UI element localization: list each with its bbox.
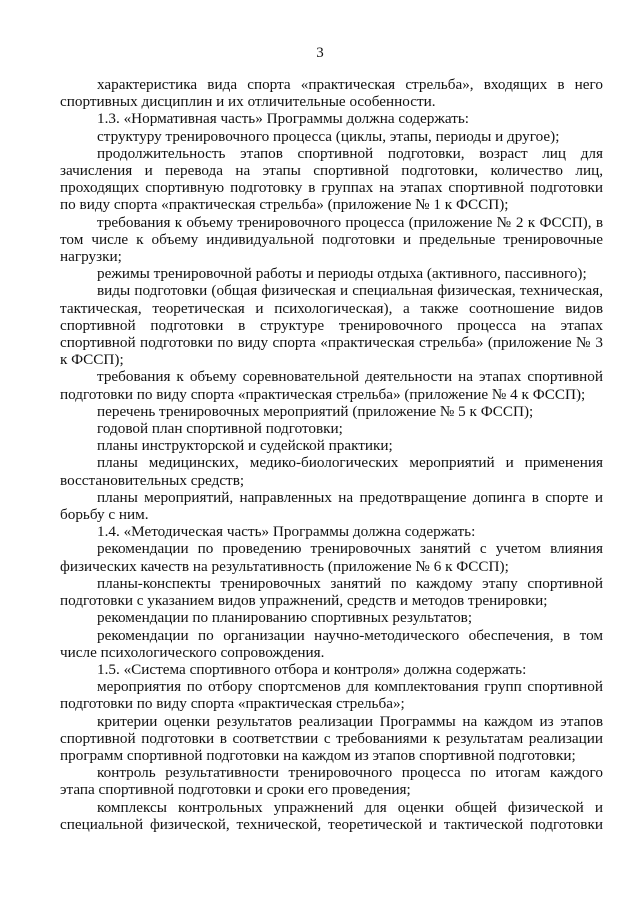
- paragraph-performance-control: контроль результативности тренировочного процесса по итогам каждого этапа спортивной подготовки и сроки его проведения;: [60, 764, 603, 799]
- paragraph-scientific-support: рекомендации по организации научно-методического обеспечения, в том числе психологического сопровождения.: [60, 626, 603, 661]
- paragraph-instructor-practice: планы инструкторской и судейской практики;: [97, 437, 393, 455]
- paragraph-session-recommendations: рекомендации по проведению тренировочных занятий с учетом влияния физических качеств на результативность (приложение № 6 к ФССП);: [60, 540, 603, 575]
- paragraph-training-events: перечень тренировочных мероприятий (приложение № 5 к ФССП);: [97, 402, 534, 420]
- paragraph-training-structure: структуру тренировочного процесса (циклы, этапы, периоды и другое);: [97, 127, 560, 145]
- paragraph-sport-characteristics: характеристика вида спорта «практическая стрельба», входящих в него спортивных дисциплин и их отличительные особенности.: [60, 76, 603, 111]
- paragraph-control-exercises: комплексы контрольных упражнений для оценки общей физической и специальной физической, технической, теоретической и тактической подготовки: [60, 798, 603, 833]
- paragraph-results-planning: рекомендации по планированию спортивных результатов;: [97, 609, 473, 627]
- paragraph-methodical-heading: 1.4. «Методическая часть» Программы должна содержать:: [97, 523, 476, 541]
- paragraph-antidoping-plans: планы мероприятий, направленных на предотвращение допинга в спорте и борьбу с ним.: [60, 488, 603, 524]
- paragraph-annual-plan: годовой план спортивной подготовки;: [97, 420, 343, 438]
- paragraph-evaluation-criteria: критерии оценки результатов реализации Программы на каждом из этапов спортивной подготовки в соответствии с требованиями к результатам реализации программ спортивной подготовки на каждом из этапов спортивной подготовки;: [60, 712, 603, 764]
- document-body: [60, 76, 603, 833]
- paragraph-selection-events: мероприятия по отбору спортсменов для комплектования групп спортивной подготовки по виду спорта «практическая стрельба»;: [60, 678, 603, 713]
- paragraph-competition-volume: требования к объему соревновательной деятельности на этапах спортивной подготовки по виду спорта «практическая стрельба» (приложение № 4 к ФССП);: [60, 368, 603, 403]
- paragraph-volume-requirements: требования к объему тренировочного процесса (приложение № 2 к ФССП), в том числе к объему индивидуальной подготовки и предельные тренировочные нагрузки;: [60, 213, 603, 266]
- paragraph-stage-duration: продолжительность этапов спортивной подготовки, возраст лиц для зачисления и перевода на этапы спортивной подготовки, количество лиц, проходящих спортивную подготовку в группах на этапах спортивной подготовки по виду спорта «практическая стрельба» (приложение № 1 к ФССП);: [60, 144, 603, 214]
- paragraph-medical-plans: планы медицинских, медико-биологических мероприятий и применения восстановительных средств;: [60, 454, 603, 489]
- paragraph-normative-heading: 1.3. «Нормативная часть» Программы должна содержать:: [97, 110, 469, 128]
- paragraph-work-rest-modes: режимы тренировочной работы и периоды отдыха (активного, пассивного);: [97, 265, 587, 283]
- paragraph-training-types: виды подготовки (общая физическая и специальная физическая, техническая, тактическая, теоретическая и психологическая), а также соотношение видов спортивной подготовки в структуре тренировочного процесса на этапах спортивной подготовки по виду спорта «практическая стрельба» (приложение № 3 к ФССП);: [60, 282, 603, 369]
- page-number: 3: [316, 45, 324, 61]
- paragraph-session-plans: планы-конспекты тренировочных занятий по каждому этапу спортивной подготовки с указанием видов упражнений, средств и методов тренировки;: [60, 574, 603, 610]
- paragraph-selection-heading: 1.5. «Система спортивного отбора и контроля» должна содержать:: [97, 660, 527, 678]
